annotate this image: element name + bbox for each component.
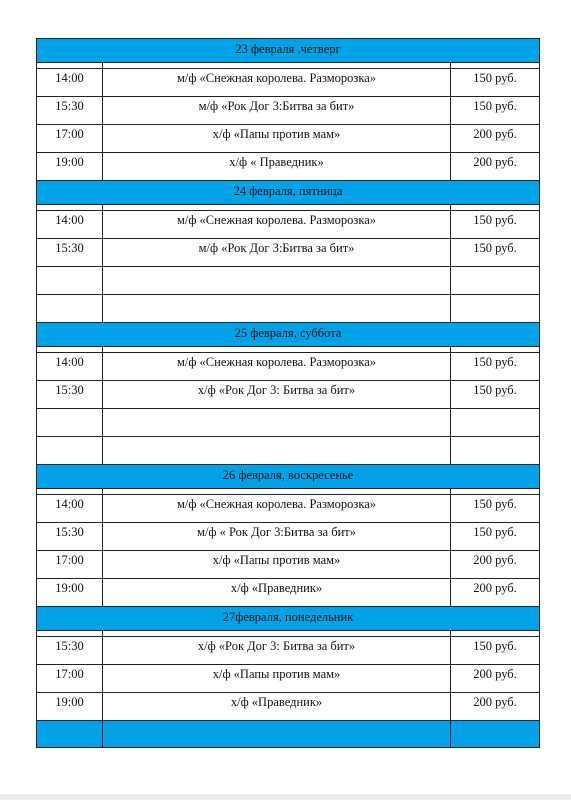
film-title: х/ф «Папы против мам» <box>103 665 451 693</box>
ticket-price: 150 руб. <box>451 211 540 239</box>
day-header: 24 февраля, пятница <box>37 181 540 205</box>
table-row <box>37 295 540 323</box>
ticket-price: 150 руб. <box>451 523 540 551</box>
ticket-price: 150 руб. <box>451 97 540 125</box>
film-title: х/ф «Папы против мам» <box>103 125 451 153</box>
film-title <box>103 409 451 437</box>
ticket-price: 200 руб. <box>451 153 540 181</box>
table-row <box>37 267 540 295</box>
session-time: 15:30 <box>37 637 103 665</box>
film-title <box>103 437 451 465</box>
film-title: х/ф «Праведник» <box>103 579 451 607</box>
ticket-price: 150 руб. <box>451 69 540 97</box>
film-title: м/ф «Снежная королева. Разморозка» <box>103 353 451 381</box>
film-title: м/ф «Рок Дог 3:Битва за бит» <box>103 97 451 125</box>
session-time: 15:30 <box>37 523 103 551</box>
film-title <box>103 295 451 323</box>
ticket-price: 200 руб. <box>451 125 540 153</box>
table-row <box>37 637 540 665</box>
ticket-price: 150 руб. <box>451 239 540 267</box>
day-header: 27февраля, понедельник <box>37 607 540 631</box>
film-title: м/ф «Снежная королева. Разморозка» <box>103 495 451 523</box>
table-row <box>37 551 540 579</box>
session-time <box>37 267 103 295</box>
session-time: 17:00 <box>37 551 103 579</box>
ticket-price <box>451 409 540 437</box>
session-time: 17:00 <box>37 665 103 693</box>
day-header: 26 февраля, воскресенье <box>37 465 540 489</box>
table-row <box>37 211 540 239</box>
page-bottom-edge <box>0 794 571 800</box>
film-title: м/ф « Рок Дог 3:Битва за бит» <box>103 523 451 551</box>
session-time <box>37 295 103 323</box>
session-time: 19:00 <box>37 153 103 181</box>
ticket-price: 150 руб. <box>451 353 540 381</box>
day-header: 25 февраля, суббота <box>37 323 540 347</box>
table-row <box>37 437 540 465</box>
session-time: 19:00 <box>37 579 103 607</box>
ticket-price: 200 руб. <box>451 693 540 721</box>
session-time <box>37 437 103 465</box>
film-title <box>103 267 451 295</box>
table-row <box>37 153 540 181</box>
session-time: 17:00 <box>37 125 103 153</box>
session-time: 15:30 <box>37 97 103 125</box>
ticket-price: 200 руб. <box>451 579 540 607</box>
film-title: м/ф «Рок Дог 3:Битва за бит» <box>103 239 451 267</box>
day-header-row <box>37 181 540 205</box>
table-row <box>37 523 540 551</box>
day-header-row <box>37 323 540 347</box>
session-time: 14:00 <box>37 353 103 381</box>
table-row <box>37 409 540 437</box>
table-row <box>37 693 540 721</box>
film-title: м/ф «Снежная королева. Разморозка» <box>103 211 451 239</box>
session-time: 15:30 <box>37 381 103 409</box>
day-header: 23 февраля ,четверг <box>37 39 540 63</box>
table-row <box>37 665 540 693</box>
day-header-row <box>37 465 540 489</box>
film-title: х/ф «Рок Дог 3: Битва за бит» <box>103 637 451 665</box>
schedule-table <box>36 38 540 748</box>
table-row <box>37 353 540 381</box>
film-title: х/ф «Папы против мам» <box>103 551 451 579</box>
footer-row <box>37 721 540 748</box>
table-row <box>37 239 540 267</box>
table-row <box>37 69 540 97</box>
table-row <box>37 381 540 409</box>
film-title: х/ф «Праведник» <box>103 693 451 721</box>
session-time <box>37 409 103 437</box>
ticket-price <box>451 267 540 295</box>
film-title: х/ф «Рок Дог 3: Битва за бит» <box>103 381 451 409</box>
footer-cell <box>451 721 540 748</box>
ticket-price <box>451 295 540 323</box>
film-title: м/ф «Снежная королева. Разморозка» <box>103 69 451 97</box>
film-title: х/ф « Праведник» <box>103 153 451 181</box>
table-row <box>37 495 540 523</box>
ticket-price: 150 руб. <box>451 381 540 409</box>
ticket-price: 200 руб. <box>451 665 540 693</box>
session-time: 15:30 <box>37 239 103 267</box>
ticket-price <box>451 437 540 465</box>
session-time: 19:00 <box>37 693 103 721</box>
footer-cell <box>37 721 103 748</box>
ticket-price: 150 руб. <box>451 495 540 523</box>
ticket-price: 200 руб. <box>451 551 540 579</box>
table-row <box>37 97 540 125</box>
table-row <box>37 125 540 153</box>
day-header-row <box>37 607 540 631</box>
session-time: 14:00 <box>37 211 103 239</box>
table-row <box>37 579 540 607</box>
schedule-body <box>37 39 540 748</box>
ticket-price: 150 руб. <box>451 637 540 665</box>
session-time: 14:00 <box>37 495 103 523</box>
footer-cell <box>103 721 451 748</box>
day-header-row <box>37 39 540 63</box>
session-time: 14:00 <box>37 69 103 97</box>
